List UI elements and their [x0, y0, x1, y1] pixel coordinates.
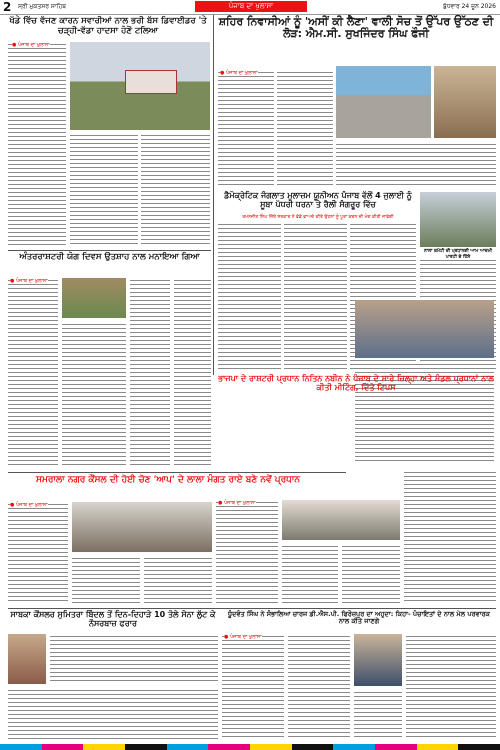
register-swatch — [250, 744, 292, 750]
register-swatch — [333, 744, 375, 750]
register-swatch — [125, 744, 167, 750]
article-body — [222, 634, 284, 740]
photo-caption: ਨਾਲਾ ਕਮੇਟੀ ਦੀ ਪ੍ਰਧਾਨਗੀ ਆਮ ਆਦਮੀ — [423, 249, 493, 254]
issue-date: ਬੁੱਧਵਾਰ 24 ਜੂਨ 2026 — [442, 3, 496, 10]
bus-shape — [125, 70, 177, 94]
article-body — [130, 278, 170, 468]
article-body — [62, 322, 126, 468]
article-body — [144, 556, 212, 604]
bjp-photo — [282, 500, 400, 540]
article-body — [174, 278, 211, 468]
dsp-photo — [354, 634, 402, 686]
article-body — [354, 690, 402, 740]
divider — [8, 608, 496, 609]
article-body — [406, 634, 496, 740]
bus-accident-photo — [70, 42, 210, 130]
register-swatch — [208, 744, 250, 750]
article-body — [70, 133, 138, 247]
register-swatch — [375, 744, 417, 750]
headline-bus-accident: ਖੱਡੇ ਵਿੱਚ ਵੱਜਣ ਕਾਰਨ ਸਵਾਰੀਆਂ ਨਾਲ ਭਰੀ ਬੱਸ ਡਿਵਾਈਡਰ 'ਤੇ ਚੜ੍ਹੀ-ਵੱਡਾ ਹਾਦਸਾ ਹੋਣੋਂ ਟਲਿਆ — [9, 16, 207, 36]
union-subheadline: ਰਮਨਜੀਤ ਸਿੰਘ ਜਿੱਥੇ ਸਰਕਾਰ ਨੇ ਵੱਡੇ ਵਾਅਦੇ ਕੀਤੇ ਉਹਨਾਂ ਨੂੰ ਪੂਰਾ ਕਰਨ ਦੀ ਮੰਗ ਕੀਤੀ ਜਾਵੇਗੀ — [242, 215, 394, 220]
dsp-headline: ਧੂੰਦਵੰਤ ਸਿੰਘ ਨੇ ਸੰਭਾਲਿਆ ਚਾਰਜ ਡੀ.ਐਸ.ਪੀ. ਫਿਰੋਜ਼ਪੁਰ ਦਾ ਅਹੁਦਾ: ਕਿਹਾ- ਪੰਚਾਇਤਾਂ ਦੇ ਨਾਲ ਮੇਲ ਪਰਵਾਰਕ ਨਾਲ ਕੀਤੇ ਜਾਣਗੇ — [228, 610, 490, 626]
theft-headline: ਸਾਬਕਾ ਕੌਂਸਲਰ ਸੁਮਿਤਰਾ ਬਿੰਦਲ ਤੋਂ ਦਿਨ-ਦਿਹਾੜੇ 10 ਤੋਲੇ ਸੋਨਾ ਲੁੱਟ ਕੇ ਨੌਸਰਬਾਜ਼ ਫਰਾਰ — [10, 610, 216, 628]
register-swatch — [42, 744, 84, 750]
page-number: 2 — [3, 0, 12, 14]
lead-photo-portrait — [434, 66, 496, 138]
edition-name: ਸ੍ਰੀ ਮੁਕਤਸਰ ਸਾਹਿਬ — [18, 3, 67, 10]
bjp-headline: ਭਾਜਪਾ ਦੇ ਰਾਸ਼ਟਰੀ ਪ੍ਰਧਾਨ ਨਿਤਿਨ ਨਬੀਨ ਨੇ ਪੰਜਾਬ ਦੇ ਸਾਰੇ ਜ਼ਿਲ੍ਹਾ ਅਤੇ ਮੰਡਲ ਪ੍ਰਧਾਨਾਂ ਨਾਲ ਕੀਤੀ ਮੀਟਿੰਗ, ਦਿੱਤੇ ਟਿਪਸ — [218, 374, 494, 392]
register-swatch — [417, 744, 459, 750]
samrala-headline: ਸਮਰਾਲਾ ਨਗਰ ਕੌਂਸਲ ਦੀ ਹੋਈ ਚੋਣ 'ਆਪ' ਦੇ ਲਾਲਾ ਮੰਗਤ ਰਾਏ ਬਣੇ ਨਵੇਂ ਪ੍ਰਧਾਨ — [35, 475, 301, 485]
samrala-photo — [72, 502, 212, 552]
register-swatch — [0, 744, 42, 750]
color-register-bar — [0, 744, 500, 750]
register-swatch — [458, 744, 500, 750]
yoga-headline: ਅੰਤਰਰਾਸ਼ਟਰੀ ਯੋਗ ਦਿਵਸ ਉਤਸ਼ਾਹ ਨਾਲ ਮਨਾਇਆ ਗਿਆ — [19, 252, 200, 262]
article-body — [342, 544, 400, 604]
register-swatch — [83, 744, 125, 750]
article-body — [218, 222, 281, 372]
article-body — [8, 502, 68, 604]
register-swatch — [167, 744, 209, 750]
column-rule — [213, 15, 214, 375]
divider — [8, 472, 346, 473]
article-body — [336, 142, 496, 188]
article-body — [277, 70, 333, 188]
lead-photo-group — [336, 66, 431, 138]
lead-headline: ਸ਼ਹਿਰ ਨਿਵਾਸੀਆਂ ਨੂੰ 'ਅਸੀਂ ਕੀ ਲੈਣਾ' ਵਾਲੀ ਸੋਚ ਤੋਂ ਉੱਪਰ ਉੱਠਣ ਦੀ ਲੋੜ: ਐਮ.ਸੀ. ਸੁਖਜਿੰਦਰ ਸਿੰਘ ਫੌਜੀ — [218, 15, 494, 41]
masthead-banner: ਪੰਜਾਬ ਦਾ ਖੁਲਾਸਾ — [195, 1, 307, 12]
union-photo — [420, 192, 496, 247]
article-body — [141, 133, 210, 247]
article-body — [216, 500, 278, 604]
article-body — [72, 556, 140, 604]
register-swatch — [292, 744, 334, 750]
article-body — [284, 222, 347, 372]
article-body — [288, 634, 350, 740]
byline: ● ਪੰਜਾਬ ਦਾ ਖੁਲਾਸਾ — [10, 278, 48, 284]
byline: ● ਪੰਜਾਬ ਦਾ ਖੁਲਾਸਾ — [220, 70, 258, 76]
divider — [8, 250, 211, 251]
article-body — [282, 544, 338, 604]
yoga-photo — [62, 278, 126, 318]
article-body — [50, 634, 218, 684]
union-headline: ਡੈਮੋਕ੍ਰੇਟਿਕ ਜੰਗਲਾਤ ਮੁਲਾਜ਼ਮ ਯੂਨੀਅਨ ਪੰਜਾਬ ਵੱਲੋਂ 4 ਜੁਲਾਈ ਨੂੰ ਸੂਬਾ ਪੱਧਰੀ ਧਰਨਾ ਤੇ ਰੈਲੀ ਸੰਗਰੂਰ ਵਿੱਚ — [224, 191, 412, 209]
noc-meeting-photo — [355, 300, 494, 358]
article-body — [218, 70, 274, 188]
byline: ● ਪੰਜਾਬ ਦਾ ਖੁਲਾਸਾ — [12, 42, 50, 48]
article-body — [8, 688, 218, 740]
byline: ● ਪੰਜਾਬ ਦਾ ਖੁਲਾਸਾ — [224, 634, 262, 640]
byline: ● ਪੰਜਾਬ ਦਾ ਖੁਲਾਸਾ — [10, 502, 48, 508]
article-body — [8, 42, 66, 247]
byline: ● ਪੰਜਾਬ ਦਾ ਖੁਲਾਸਾ — [218, 500, 256, 506]
article-body — [8, 278, 58, 468]
theft-photo — [8, 634, 46, 684]
article-body — [404, 470, 496, 604]
